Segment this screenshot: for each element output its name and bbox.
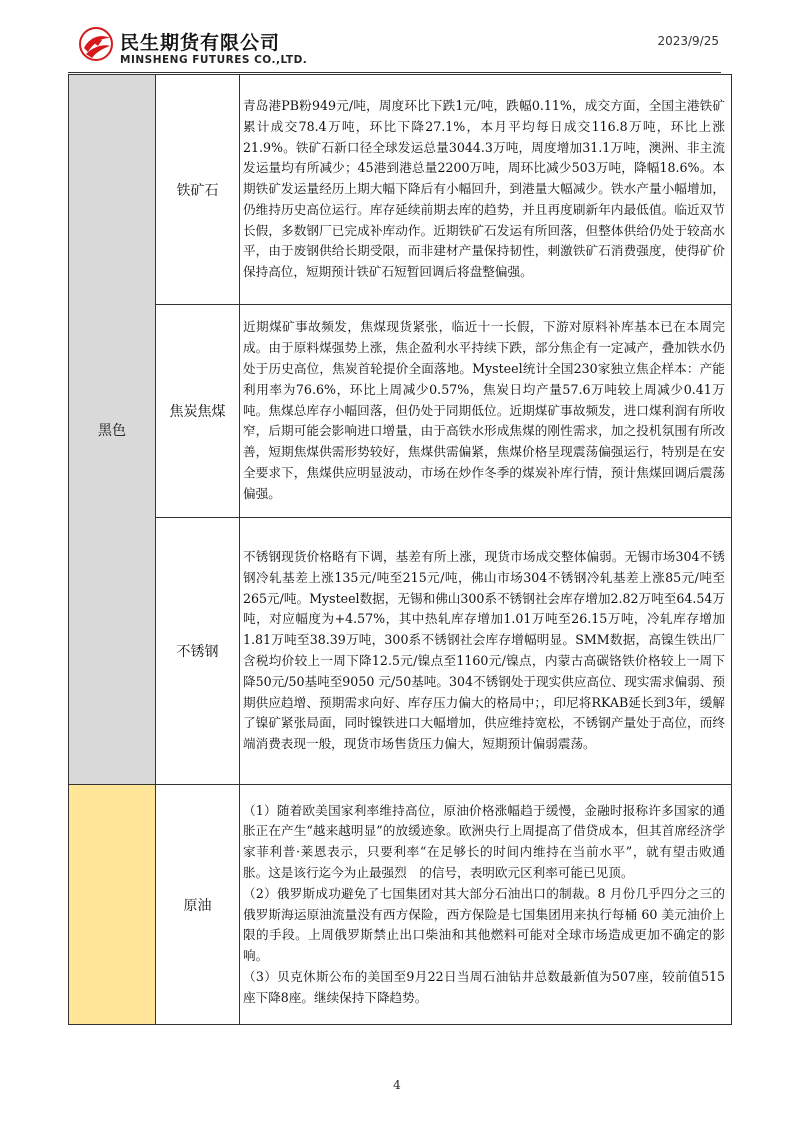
table-row <box>69 75 732 305</box>
commodity-name-crude: 原油 <box>156 785 240 1025</box>
commentary-paragraph-3: （3）贝克休斯公布的美国至9月22日当周石油钻井总数最新值为507座，较前值515座下降8座。继续保持下降趋势。 <box>243 968 725 1005</box>
table-row <box>69 518 732 785</box>
page-header <box>78 20 723 72</box>
commentary-text: 近期煤矿事故频发，焦煤现货紧张，临近十一长假，下游对原料补库基本已在本周完成。由于原料煤强势上涨，焦企盈利水平持续下跌，部分焦企有一定减产，叠加铁水仍处于历史高位，焦炭首轮提价全面落地。Mysteel统计全国230家独立焦企样本：产能利用率为76.6%，环比上周减少0.57%，焦炭日均产量57.6万吨较上周减少0.41万吨。焦煤总库存小幅回落，但仍处于同期低位。近期煤矿事故频发，进口煤利润有所收窄，后期可能会影响进口增量，由于高铁水形成焦煤的刚性需求，加之投机氛围有所改善，短期焦煤供需形势较好，焦煤供需偏紧，焦煤价格呈现震荡偏强运行，特别是在安全要求下，焦煤供应明显波动，市场在炒作冬季的煤炭补库行情，预计焦煤回调后震荡偏强。 <box>243 319 725 501</box>
commentary-iron-ore <box>240 75 732 305</box>
category-energy <box>69 785 156 1025</box>
commentary-stainless <box>240 518 732 785</box>
commentary-text: 不锈钢现货价格略有下调，基差有所上涨，现货市场成交整体偏弱。无锡市场304不锈钢冷轧基差上涨135元/吨至215元/吨，佛山市场304不锈钢冷轧基差上涨85元/吨至265元/吨。Mysteel数据，无锡和佛山300系不锈钢社会库存增加2.82万吨至64.54万吨，对应幅度为+4.57%，其中热轧库存增加1.01万吨至26.15万吨，冷轧库存增加1.81万吨至38.39万吨，300系不锈钢社会库存增幅明显。SMM数据，高镍生铁出厂含税均价较上一周下降12.5元/镍点至1160元/镍点，内蒙古高碳铬铁价格较上一周下降50元/50基吨至9050 元/50基吨。304不锈钢处于现实供应高位、现实需求偏弱、预期供应趋增、预期需求向好、库存压力偏大的格局中；，印尼将RKAB延长到3年，缓解了镍矿紧张局面，同时镍铁进口大幅增加，供应维持宽松，不锈钢产量处于高位，而终端消费表现一般，现货市场售货压力偏大，短期预计偏弱震荡。 <box>243 549 725 752</box>
commentary-coke-coal <box>240 305 732 518</box>
brand-name-english: MINSHENG FUTURES CO.,LTD. <box>120 54 308 66</box>
commodity-name-coke-coal: 焦炭焦煤 <box>156 305 240 518</box>
minsheng-logo-icon <box>78 26 114 62</box>
commentary-text: 青岛港PB粉949元/吨，周度环比下跌1元/吨，跌幅0.11%，成交方面，全国主港铁矿累计成交78.4万吨，环比下降27.1%，本月平均每日成交116.8万吨，环比上涨21.9%。铁矿石新口径全球发运总量3044.3万吨，周度增加31.1万吨，澳洲、非主流发运量均有所减少；45港到港总量2200万吨，周环比减少503万吨，降幅18.6%。本期铁矿发运量经历上期大幅下降后有小幅回升，到港量大幅减少。铁水产量小幅增加，仍维持历史高位运行。库存延续前期去库的趋势，并且再度刷新年内最低值。临近双节长假，多数钢厂已完成补库动作。近期铁矿石发运有所回落，但整体供给仍处于较高水平，由于废钢供给长期受限，而非建材产量保持韧性，刺激铁矿石消费强度，使得矿价保持高位，短期预计铁矿石短暂回调后将盘整偏强。 <box>243 97 725 280</box>
commentary-paragraph-1: （1）随着欧美国家利率维持高位，原油价格涨幅趋于缓慢，金融时报称许多国家的通胀正在产生“越来越明显”的放缓迹象。欧洲央行上周提高了借贷成本，但其首席经济学家菲利普·莱恩表示，只要利率“在足够长的时间内维持在当前水平”，就有望击败通胀。这是该行迄今为止最强烈 的信号，表明欧元区利率可能已见顶。 <box>243 802 725 880</box>
header-divider <box>68 72 721 73</box>
commodity-name-iron-ore: 铁矿石 <box>156 75 240 305</box>
commentary-paragraph-2: （2）俄罗斯成功避免了七国集团对其大部分石油出口的制裁。8 月份几乎四分之三的俄罗斯海运原油流量没有西方保险，西方保险是七国集团用来执行每桶 60 美元油价上限的手段。上周俄罗斯禁止出口柴油和其他燃料可能对全球市场造成更加不确定的影响。 <box>243 885 725 964</box>
table-row <box>69 785 732 1025</box>
brand-name-chinese: 民生期货有限公司 <box>120 32 281 54</box>
category-black: 黑色 <box>69 75 156 785</box>
table-row <box>69 305 732 518</box>
page-number: 4 <box>393 1078 401 1092</box>
market-commentary-table <box>68 74 732 1025</box>
commentary-crude <box>240 785 732 1025</box>
report-date: 2023/9/25 <box>657 34 719 48</box>
commodity-name-stainless: 不锈钢 <box>156 518 240 785</box>
